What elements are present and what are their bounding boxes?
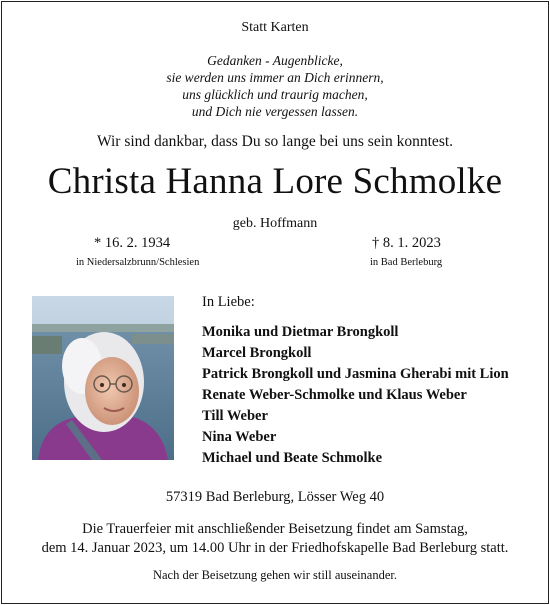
birth-place: in Niedersalzbrunn/Schlesien [76, 257, 200, 268]
closing-line: Nach der Beisetzung gehen wir still auseinander. [152, 568, 398, 582]
mourner-name: Patrick Brongkoll und Jasmina Gherabi mit Lion [202, 366, 509, 382]
poem-line: Gedanken - Augenblicke, [207, 53, 343, 68]
statt-karten-text: Statt Karten [241, 20, 309, 35]
deceased-name: Christa Hanna Lore Schmolke [47, 161, 503, 202]
thanks-line: Wir sind dankbar, dass Du so lange bei uns sein konntest. [96, 133, 454, 150]
service-line: Die Trauerfeier mit anschließender Beisetzung findet am Samstag, [82, 521, 468, 537]
birth-date: * 16. 2. 1934 [94, 235, 171, 251]
mourner-name: Renate Weber-Schmolke und Klaus Weber [202, 387, 467, 403]
mourners-list [202, 322, 509, 469]
maiden-name: geb. Hoffmann [232, 216, 318, 231]
service-info [0, 520, 550, 558]
poem [0, 52, 550, 120]
poem-line: und Dich nie vergessen lassen. [191, 104, 359, 119]
mourner-name: Nina Weber [202, 429, 277, 445]
mourner-name: Michael und Beate Schmolke [202, 450, 383, 466]
service-line: dem 14. Januar 2023, um 14.00 Uhr in der Friedhofskapelle Bad Berleburg statt. [41, 540, 509, 556]
family-address: 57319 Bad Berleburg, Lösser Weg 40 [165, 489, 385, 505]
mourner-name: Monika und Dietmar Brongkoll [202, 324, 399, 340]
death-date: † 8. 1. 2023 [372, 235, 441, 251]
mourner-name: Marcel Brongkoll [202, 345, 312, 361]
poem-line: sie werden uns immer an Dich erinnern, [166, 70, 384, 85]
death-place: in Bad Berleburg [370, 257, 443, 268]
portrait-photo [32, 296, 174, 460]
mourner-name: Till Weber [202, 408, 268, 424]
poem-line: uns glücklich und traurig machen, [182, 87, 368, 102]
mourners-intro: In Liebe: [202, 294, 255, 310]
